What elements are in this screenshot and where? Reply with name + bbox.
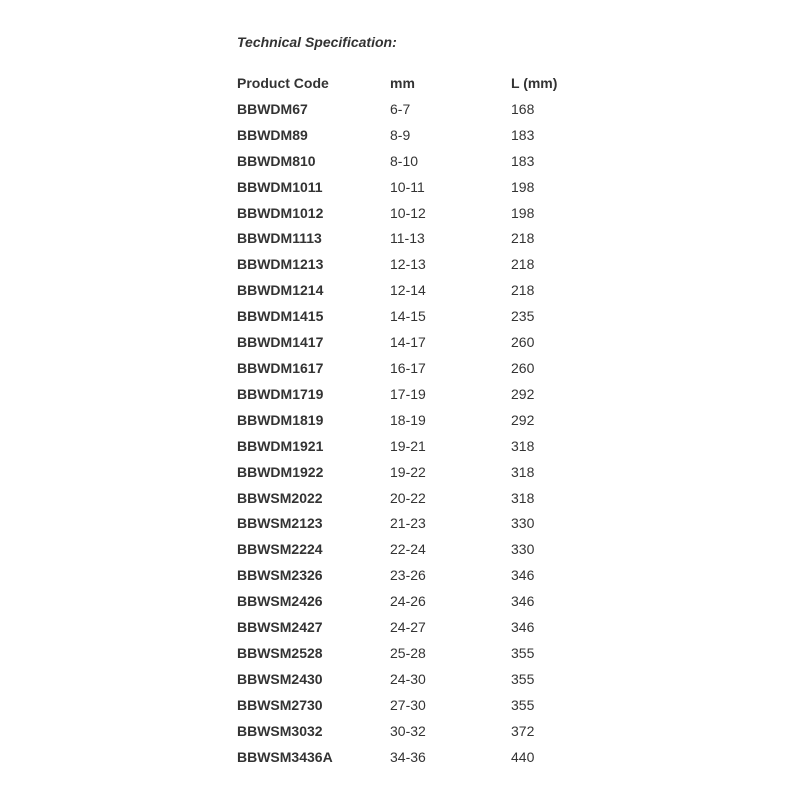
mm-range-cell: 30-32: [390, 722, 426, 739]
length-cell: 330: [511, 515, 535, 532]
length-cell: 318: [511, 489, 535, 506]
product-code-cell: BBWDM1719: [237, 385, 324, 402]
mm-range-cell: 24-30: [390, 670, 426, 687]
length-cell: 198: [511, 178, 535, 195]
header-row: [237, 71, 611, 97]
table-row: [237, 201, 611, 227]
mm-range-cell: 14-17: [390, 334, 426, 351]
table-row: [237, 615, 611, 641]
mm-range-cell: 19-21: [390, 437, 426, 454]
table-row: [237, 356, 611, 382]
table-row: [237, 304, 611, 330]
table-row: [237, 408, 611, 434]
mm-range-cell: 16-17: [390, 359, 426, 376]
length-cell: 183: [511, 152, 535, 169]
technical-specification: [237, 32, 657, 770]
length-cell: 346: [511, 567, 535, 584]
mm-range-cell: 18-19: [390, 411, 426, 428]
length-cell: 260: [511, 359, 535, 376]
table-row: [237, 252, 611, 278]
table-row: [237, 667, 611, 693]
product-code-cell: BBWDM810: [237, 152, 316, 169]
table-row: [237, 434, 611, 460]
product-code-cell: BBWSM2426: [237, 593, 323, 610]
length-cell: 330: [511, 541, 535, 558]
table-row: [237, 460, 611, 486]
mm-range-cell: 19-22: [390, 463, 426, 480]
mm-range-cell: 14-15: [390, 308, 426, 325]
length-cell: 183: [511, 126, 535, 143]
mm-range-cell: 27-30: [390, 696, 426, 713]
product-code-cell: BBWSM2224: [237, 541, 323, 558]
spec-table: [237, 71, 611, 770]
product-code-cell: BBWDM1617: [237, 359, 324, 376]
mm-range-cell: 22-24: [390, 541, 426, 558]
product-code-cell: BBWDM1011: [237, 178, 323, 195]
table-row: [237, 693, 611, 719]
table-row: [237, 719, 611, 745]
product-code-cell: BBWSM2123: [237, 515, 323, 532]
product-code-cell: BBWDM1417: [237, 334, 324, 351]
table-row: [237, 382, 611, 408]
product-code-cell: BBWDM67: [237, 100, 308, 117]
length-cell: 355: [511, 670, 535, 687]
mm-range-cell: 24-27: [390, 619, 426, 636]
product-code-cell: BBWSM2022: [237, 489, 323, 506]
length-cell: 260: [511, 334, 535, 351]
table-row: [237, 641, 611, 667]
product-code-cell: BBWSM2326: [237, 567, 323, 584]
length-cell: 168: [511, 100, 535, 117]
mm-range-cell: 23-26: [390, 567, 426, 584]
table-row: [237, 589, 611, 615]
table-row: [237, 537, 611, 563]
table-row: [237, 511, 611, 537]
product-code-cell: BBWDM1012: [237, 204, 324, 221]
header-product-code: Product Code: [237, 75, 329, 91]
mm-range-cell: 34-36: [390, 748, 426, 765]
spec-table-head: [237, 71, 611, 97]
product-code-cell: BBWDM89: [237, 126, 308, 143]
table-row: [237, 486, 611, 512]
spec-table-body: [237, 97, 611, 771]
length-cell: 218: [511, 256, 535, 273]
mm-range-cell: 12-14: [390, 282, 426, 299]
table-row: [237, 278, 611, 304]
mm-range-cell: 10-12: [390, 204, 426, 221]
length-cell: 440: [511, 748, 535, 765]
mm-range-cell: 8-10: [390, 152, 419, 169]
product-code-cell: BBWSM2730: [237, 696, 323, 713]
mm-range-cell: 6-7: [390, 100, 411, 117]
mm-range-cell: 10-11: [390, 178, 425, 195]
product-code-cell: BBWSM2427: [237, 619, 323, 636]
product-code-cell: BBWDM1213: [237, 256, 324, 273]
table-row: [237, 149, 611, 175]
length-cell: 292: [511, 411, 535, 428]
mm-range-cell: 25-28: [390, 644, 426, 661]
length-cell: 198: [511, 204, 535, 221]
product-code-cell: BBWDM1921: [237, 437, 324, 454]
length-cell: 218: [511, 230, 535, 247]
table-row: [237, 226, 611, 252]
header-length: L (mm): [511, 75, 558, 91]
length-cell: 318: [511, 463, 535, 480]
length-cell: 218: [511, 282, 535, 299]
product-code-cell: BBWDM1819: [237, 411, 324, 428]
product-code-cell: BBWSM2430: [237, 670, 323, 687]
length-cell: 355: [511, 644, 535, 661]
table-row: [237, 745, 611, 771]
product-code-cell: BBWSM2528: [237, 644, 323, 661]
mm-range-cell: 24-26: [390, 593, 426, 610]
table-row: [237, 175, 611, 201]
product-code-cell: BBWSM3436A: [237, 748, 333, 765]
product-code-cell: BBWDM1415: [237, 308, 324, 325]
product-code-cell: BBWDM1113: [237, 230, 322, 247]
length-cell: 372: [511, 722, 535, 739]
mm-range-cell: 11-13: [390, 230, 425, 247]
length-cell: 235: [511, 308, 535, 325]
product-code-cell: BBWDM1214: [237, 282, 324, 299]
length-cell: 346: [511, 593, 535, 610]
mm-range-cell: 12-13: [390, 256, 426, 273]
length-cell: 292: [511, 385, 535, 402]
length-cell: 346: [511, 619, 535, 636]
mm-range-cell: 20-22: [390, 489, 426, 506]
header-mm: mm: [390, 75, 415, 91]
spec-title: Technical Specification:: [237, 34, 397, 50]
length-cell: 318: [511, 437, 535, 454]
length-cell: 355: [511, 696, 535, 713]
mm-range-cell: 8-9: [390, 126, 411, 143]
table-row: [237, 330, 611, 356]
product-code-cell: BBWDM1922: [237, 463, 324, 480]
product-code-cell: BBWSM3032: [237, 722, 323, 739]
table-row: [237, 97, 611, 123]
mm-range-cell: 21-23: [390, 515, 426, 532]
table-row: [237, 563, 611, 589]
mm-range-cell: 17-19: [390, 385, 426, 402]
table-row: [237, 123, 611, 149]
